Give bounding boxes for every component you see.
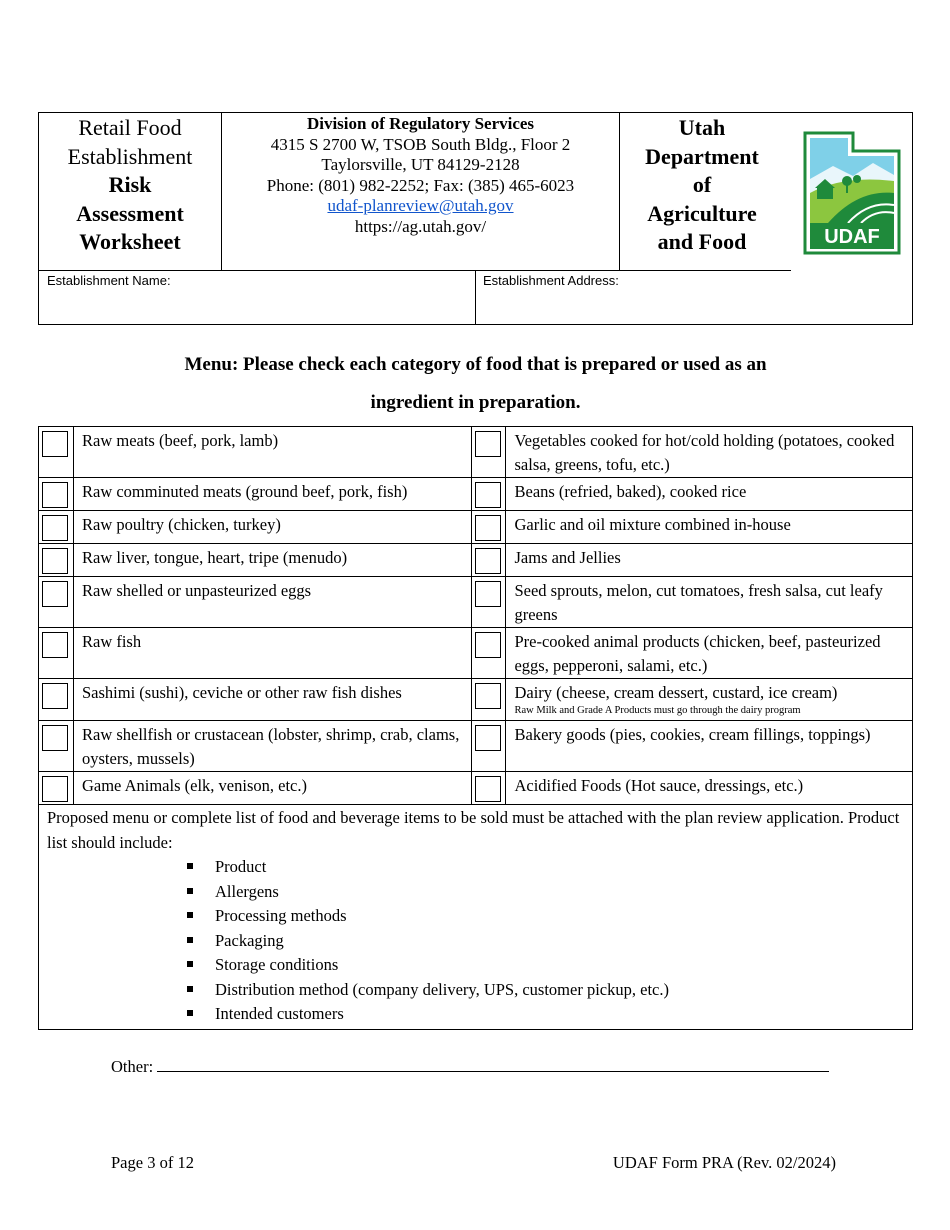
- table-row: [39, 577, 913, 628]
- checkbox[interactable]: [475, 515, 501, 541]
- establishment-name-label: Establishment Name:: [47, 273, 171, 288]
- table-row: [39, 478, 913, 511]
- checkbox[interactable]: [475, 581, 501, 607]
- other-field: [111, 1057, 829, 1077]
- food-category: Vegetables cooked for hot/cold holding (potatoes, cooked salsa, greens, tofu, etc.): [506, 427, 913, 478]
- product-list: [47, 855, 904, 1027]
- form-id: UDAF Form PRA (Rev. 02/2024): [612, 1153, 836, 1172]
- checkbox[interactable]: [42, 482, 68, 508]
- page-number: Page 3 of 12: [111, 1153, 194, 1172]
- food-category: Game Animals (elk, venison, etc.): [73, 772, 471, 805]
- checkbox[interactable]: [42, 515, 68, 541]
- list-item: Allergens: [187, 880, 904, 905]
- email-link[interactable]: udaf-planreview@utah.gov: [327, 196, 514, 215]
- divider: [475, 271, 476, 325]
- checkbox[interactable]: [475, 548, 501, 574]
- other-label: Other:: [111, 1057, 154, 1076]
- menu-heading: Menu: Please check each category of food that is prepared or used as an: [184, 354, 767, 375]
- agency-line: Agriculture: [647, 200, 757, 226]
- food-category: Beans (refried, baked), cooked rice: [506, 478, 913, 511]
- title-line: Worksheet: [79, 229, 181, 254]
- food-category: Raw meats (beef, pork, lamb): [73, 427, 471, 478]
- address-line: Taylorsville, UT 84129-2128: [321, 155, 520, 174]
- other-input-line[interactable]: [157, 1057, 829, 1072]
- udaf-logo-icon: [803, 131, 901, 255]
- food-category: Seed sprouts, melon, cut tomatoes, fresh salsa, cut leafy greens: [506, 577, 913, 628]
- divider: [39, 270, 791, 271]
- table-row: [39, 805, 913, 1030]
- checkbox[interactable]: [475, 632, 501, 658]
- list-item: Processing methods: [187, 904, 904, 929]
- food-category: Jams and Jellies: [506, 544, 913, 577]
- food-category: Bakery goods (pies, cookies, cream fillings, toppings): [506, 721, 913, 772]
- division-info: [222, 113, 619, 237]
- checkbox[interactable]: [42, 683, 68, 709]
- header-box: [38, 112, 913, 325]
- proposed-menu-text: Proposed menu or complete list of food and beverage items to be sold must be attached with the plan review application. Product list should include:: [47, 808, 900, 852]
- division-name: Division of Regulatory Services: [306, 114, 535, 133]
- checkbox[interactable]: [42, 548, 68, 574]
- table-row: [39, 679, 913, 721]
- food-category: Pre-cooked animal products (chicken, beef, pasteurized eggs, pepperoni, salami, etc.): [506, 628, 913, 679]
- title-line: Assessment: [76, 200, 184, 226]
- list-item: Intended customers: [187, 1002, 904, 1027]
- food-category: Garlic and oil mixture combined in-house: [506, 511, 913, 544]
- table-row: [39, 511, 913, 544]
- address-line: 4315 S 2700 W, TSOB South Bldg., Floor 2: [270, 134, 571, 154]
- food-category: Raw liver, tongue, heart, tripe (menudo): [73, 544, 471, 577]
- checkbox[interactable]: [42, 431, 68, 457]
- checkbox[interactable]: [475, 683, 501, 709]
- list-item: Product: [187, 855, 904, 880]
- food-category: Raw poultry (chicken, turkey): [73, 511, 471, 544]
- website-url: https://ag.utah.gov/: [354, 216, 487, 236]
- logo-text: UDAF: [824, 226, 880, 248]
- phone-fax: Phone: (801) 982-2252; Fax: (385) 465-6023: [266, 175, 575, 195]
- proposed-menu-note: [39, 805, 913, 1030]
- checkbox[interactable]: [42, 581, 68, 607]
- dairy-note: Raw Milk and Grade A Products must go through the dairy program: [514, 705, 801, 716]
- table-row: [39, 628, 913, 679]
- food-category: Acidified Foods (Hot sauce, dressings, etc.): [506, 772, 913, 805]
- form-title: [39, 113, 221, 257]
- food-category: Raw comminuted meats (ground beef, pork, fish): [73, 478, 471, 511]
- menu-heading: ingredient in preparation.: [370, 392, 581, 413]
- list-item: Distribution method (company delivery, UPS, customer pickup, etc.): [187, 978, 904, 1003]
- checkbox[interactable]: [42, 776, 68, 802]
- agency-line: and Food: [657, 229, 747, 254]
- food-category: Sashimi (sushi), ceviche or other raw fish dishes: [73, 679, 471, 721]
- checkbox[interactable]: [475, 482, 501, 508]
- food-category: Raw shellfish or crustacean (lobster, shrimp, crab, clams, oysters, mussels): [73, 721, 471, 772]
- list-item: Storage conditions: [187, 953, 904, 978]
- agency-line: Utah: [678, 115, 726, 140]
- food-category: [506, 679, 913, 721]
- agency-line: of: [692, 172, 712, 197]
- agency-line: Department: [645, 143, 759, 169]
- table-row: [39, 721, 913, 772]
- checkbox[interactable]: [475, 431, 501, 457]
- checkbox[interactable]: [475, 776, 501, 802]
- checkbox[interactable]: [42, 725, 68, 751]
- food-category: Raw fish: [73, 628, 471, 679]
- food-category: Raw shelled or unpasteurized eggs: [73, 577, 471, 628]
- title-line: Retail Food: [78, 115, 182, 140]
- title-line: Establishment: [67, 143, 193, 169]
- title-line: Risk: [108, 172, 152, 197]
- agency-name: [620, 113, 784, 257]
- list-item: Packaging: [187, 929, 904, 954]
- food-category-text: Dairy (cheese, cream dessert, custard, ice cream): [514, 683, 838, 702]
- menu-checklist: [38, 426, 913, 1030]
- establishment-address-label: Establishment Address:: [483, 273, 619, 288]
- table-row: [39, 772, 913, 805]
- table-row: [39, 427, 913, 478]
- checkbox[interactable]: [42, 632, 68, 658]
- checkbox[interactable]: [475, 725, 501, 751]
- table-row: [39, 544, 913, 577]
